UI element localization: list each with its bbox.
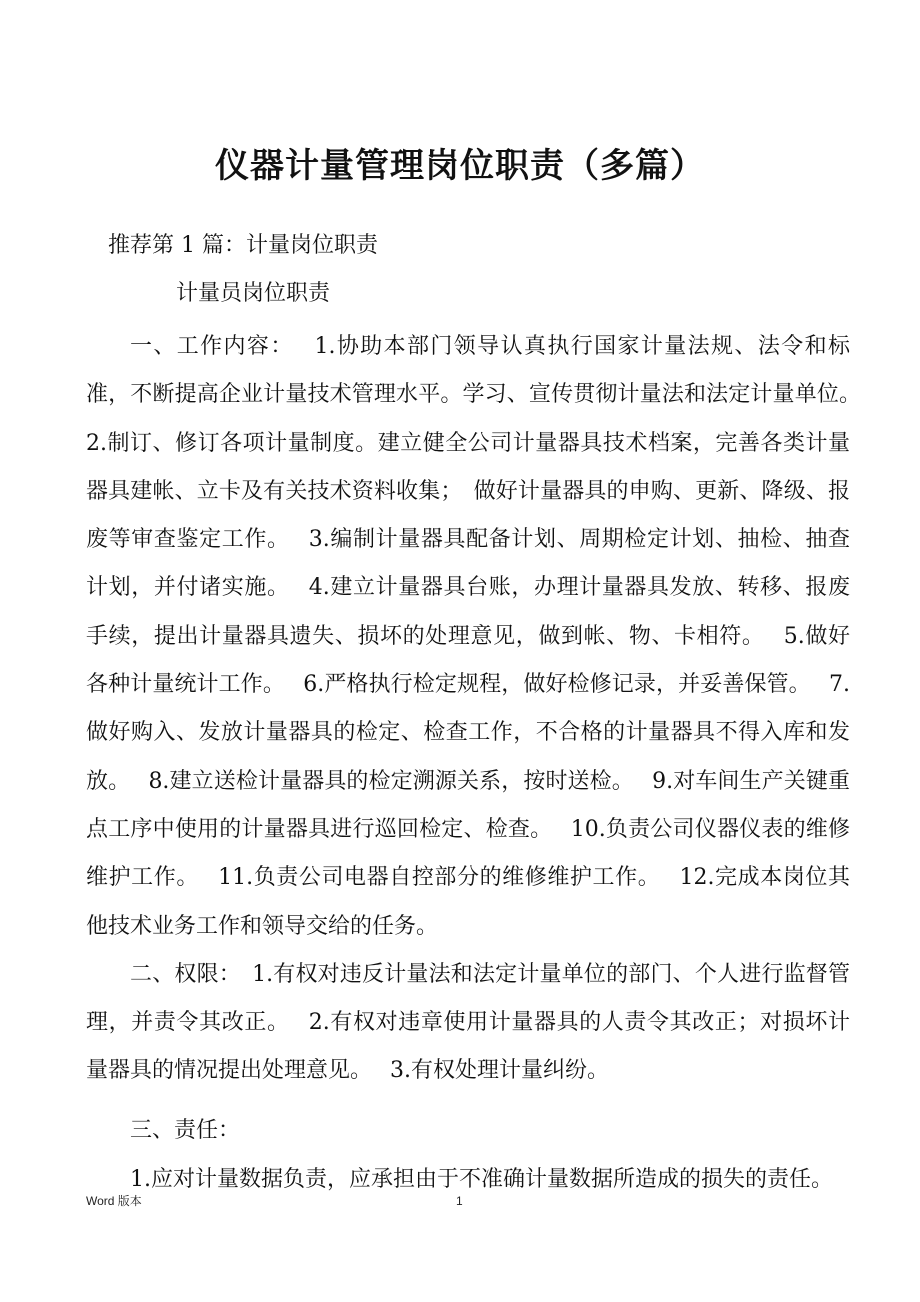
paragraph-work-content: 一、工作内容： 1.协助本部门领导认真执行国家计量法规、法令和标准，不断提高企业计量技术管理水平。学习、宣传贯彻计量法和法定计量单位。 2.制订、修订各项计量制度。建立健全公司计量器具技术档案，完善各类计量器具建帐、立卡及有关技术资料收集； 做好计量器具的申购、更新、降级、报废等审查鉴定工作。 3.编制计量器具配备计划、周期检定计划、抽检、抽查计划，并付诸实施。 4.建立计量器具台账，办理计量器具发放、转移、报废手续，提出计量器具遗失、损坏的处理意见，做到帐、物、卡相符。 5.做好各种计量统计工作。 6.严格执行检定规程，做好检修记录，并妥善保管。 7.做好购入、发放计量器具的检定、检查工作，不合格的计量器具不得入库和发放。 8.建立送检计量器具的检定溯源关系，按时送检。 9.对车间生产关键重点工序中使用的计量器具进行巡回检定、检查。 10.负责公司仪器仪表的维修维护工作。 11.负责公司电器自控部分的维修维护工作。 12.完成本岗位其他技术业务工作和领导交给的任务。 [86,334,879,939]
footer-label: Word 版本 [86,1194,142,1208]
section-title: 计量员岗位职责 [176,281,331,306]
page-number: 1 [456,1194,463,1208]
paragraph-responsibility-heading: 三、责任： [130,1117,241,1143]
recommend-heading: 推荐第 1 篇：计量岗位职责 [108,233,378,258]
document-title: 仪器计量管理岗位职责（多篇） [215,146,705,186]
document-body [86,323,879,1204]
paragraph-authority: 二、权限： 1.有权对违反计量法和法定计量单位的部门、个人进行监督管理，并责令其改正。 2.有权对违章使用计量器具的人责令其改正；对损坏计量器具的情况提出处理意见。 3.有权处理计量纠纷。 [86,961,850,1084]
paragraph-responsibility-1: 1.应对计量数据负责，应承担由于不准确计量数据所造成的损失的责任。 [130,1167,833,1193]
